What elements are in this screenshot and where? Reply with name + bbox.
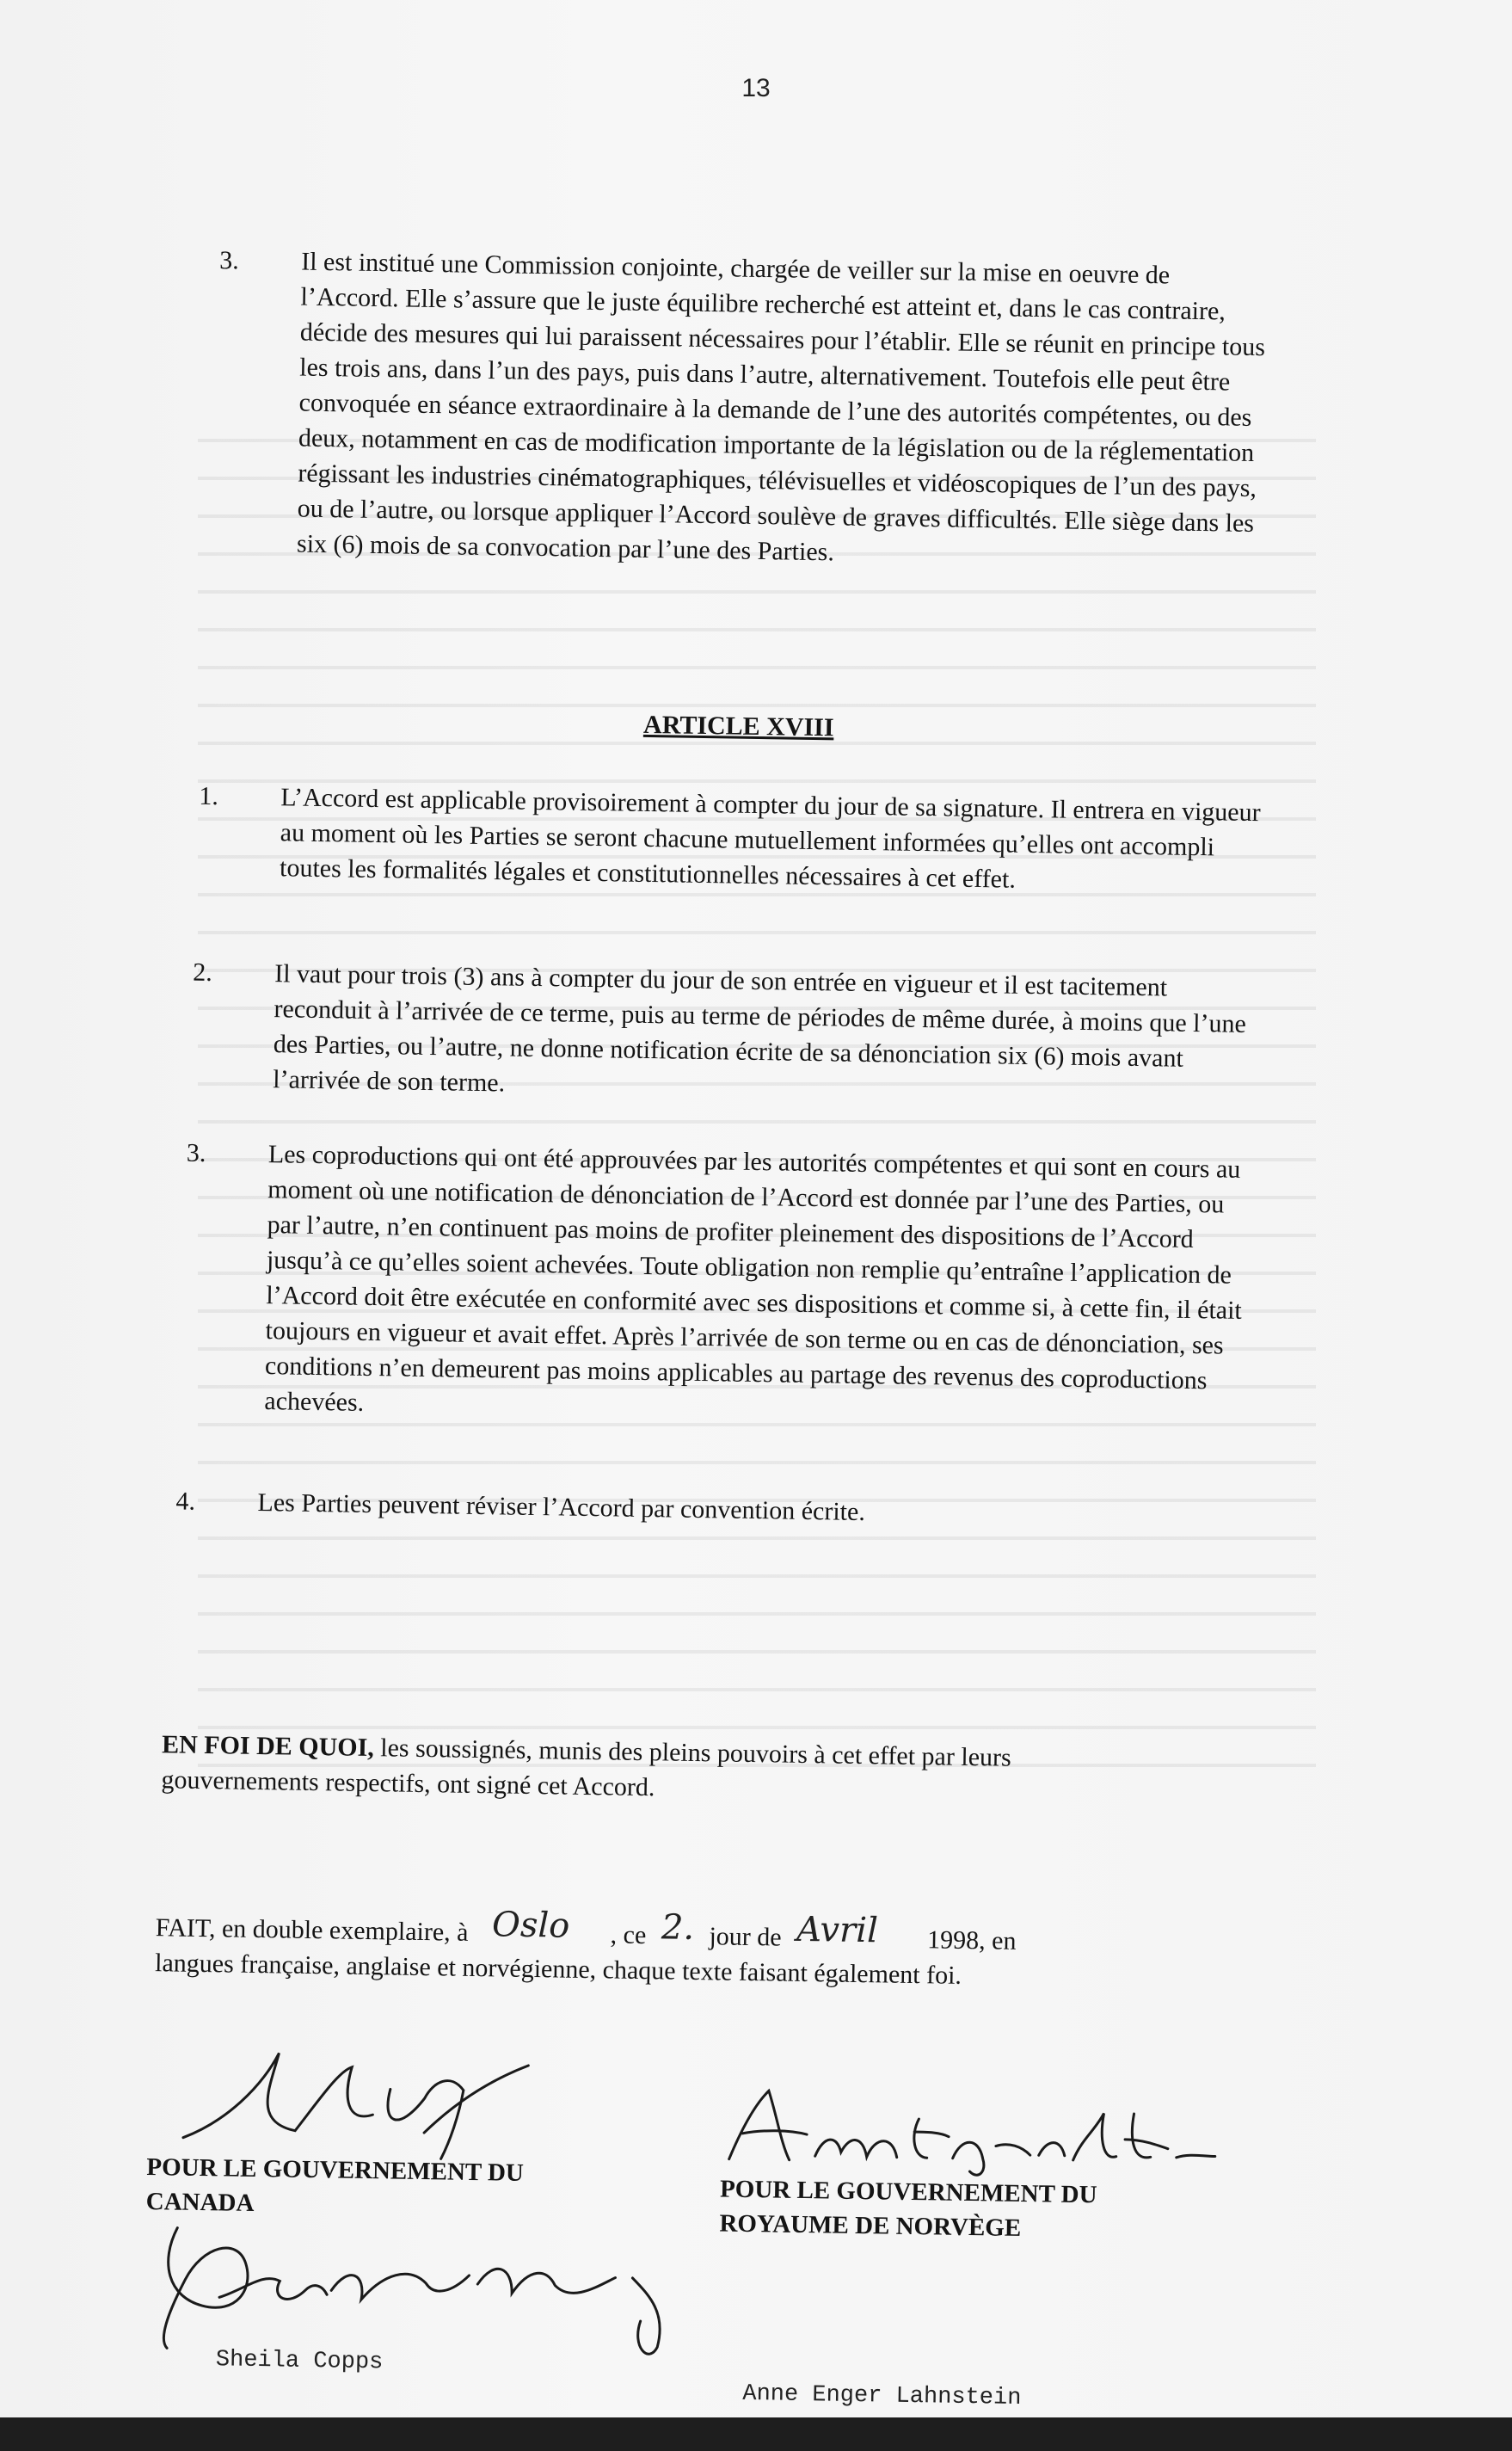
article-heading: ARTICLE XVIII — [642, 710, 834, 742]
page-number: 13 — [741, 74, 771, 102]
canada-signature-lower — [150, 2210, 685, 2365]
in-witness-text: les soussignés, munis des pleins pouvoirs à cet effet par leurs gouvernements respectifs, ont signé cet Accord. — [161, 1734, 1011, 1802]
handwritten-city: Oslo — [491, 1905, 570, 1946]
paragraph-text: Il est institué une Commission conjointe, chargée de veiller sur la mise en oeuvre de l’Accord. Elle s’assure que le juste équilibre recherché est atteint et, dans le cas contraire, décide des mesures qui lui paraissent nécessaires pour l’établir. Elle se réunit en principe tous les trois ans, dans l’un des pays, puis dans l’autre, alternativement. Toutefois elle peut être convoquée en séance extraordinaire à la demande de l’une des autorités compétentes, ou des deux, notamment en cas de modification importante de la législation ou de la réglementation régissant les industries cinématographiques, télévisuelles et vidéoscopiques de l’un des pays, ou de l’autre, ou lorsque appliquer l’Accord soulève de graves difficultés. Elle siège dans les six (6) mois de sa convocation par l’une des Parties. — [296, 247, 1266, 567]
in-witness-clause — [161, 1727, 1151, 1813]
article-item-2 — [191, 955, 1255, 1112]
canada-government-label: POUR LE GOUVERNEMENT DU CANADA — [145, 2153, 525, 2217]
done-languages-text: langues française, anglaise et norvégienne, chaque texte faisant également foi. — [154, 1949, 962, 1990]
article-item-4 — [175, 1483, 1238, 1535]
paragraph-number: 3. — [218, 246, 239, 275]
section-paragraph-3 — [215, 243, 1274, 576]
norway-government-label: POUR LE GOUVERNEMENT DU ROYAUME DE NORVÈGE — [719, 2175, 1097, 2242]
item-number: 2. — [192, 958, 212, 988]
done-at-line — [155, 1907, 1188, 1997]
done-date-text: , ce — [610, 1920, 647, 1950]
item-text: Les coproductions qui ont été approuvées par les autorités compétentes et qui sont en cours au moment où une notification de dénonciation de l’Accord est donnée par l’une des Parties, ou par l’autre, n’en continuent pas moins de profiter pleinement des dispositions de l’Accord jusqu’à ce qu’elles soient achevées. Toute obligation non remplie qu’entraîne l’application de l’Accord doit être exécutée en conformité avec ses dispositions et comme si, à cette fin, il était toujours en vigueur et avait effet. Après l’arrivée de son terme ou en cas de dénonciation, ses conditions n’en demeurent pas moins applicables au partage des revenus des coproductions achevées. — [264, 1140, 1243, 1417]
article-item-1 — [198, 779, 1262, 901]
handwritten-month: Avril — [796, 1909, 879, 1951]
norway-signature — [720, 2081, 1220, 2183]
done-year-text: 1998, en — [926, 1925, 1017, 1955]
item-text: L’Accord est applicable provisoirement à compter du jour de sa signature. Il entrera en vigueur au moment où les Parties se seront chacune mutuellement informées qu’elles ont accompli toutes les formalités légales et constitutionnelles nécessaires à cet effet. — [279, 783, 1261, 894]
item-number: 1. — [199, 781, 219, 811]
article-item-3 — [182, 1136, 1249, 1434]
done-month-label: jour de — [709, 1922, 782, 1952]
item-number: 3. — [186, 1138, 206, 1167]
in-witness-lead: EN FOI DE QUOI, — [161, 1730, 375, 1763]
item-number: 4. — [175, 1487, 196, 1516]
item-text: Il vaut pour trois (3) ans à compter du jour de son entrée en vigueur et il est tacitement reconduit à l’arrivée de ce terme, puis au terme de périodes de même durée, à moins que l’une des Parties, ou l’autre, ne donne notification écrite de sa dénonciation six (6) mois avant l’arrivée de son terme. — [273, 959, 1247, 1098]
done-at-text: FAIT, en double exemplaire, à — [155, 1913, 469, 1947]
item-text: Les Parties peuvent réviser l’Accord par convention écrite. — [257, 1487, 866, 1527]
norway-signatory-name: Anne Enger Lahnstein — [742, 2380, 1022, 2412]
canada-signatory-name: Sheila Copps — [215, 2347, 384, 2376]
canada-signature-upper — [165, 2034, 545, 2169]
handwritten-day: 2. — [661, 1907, 695, 1948]
